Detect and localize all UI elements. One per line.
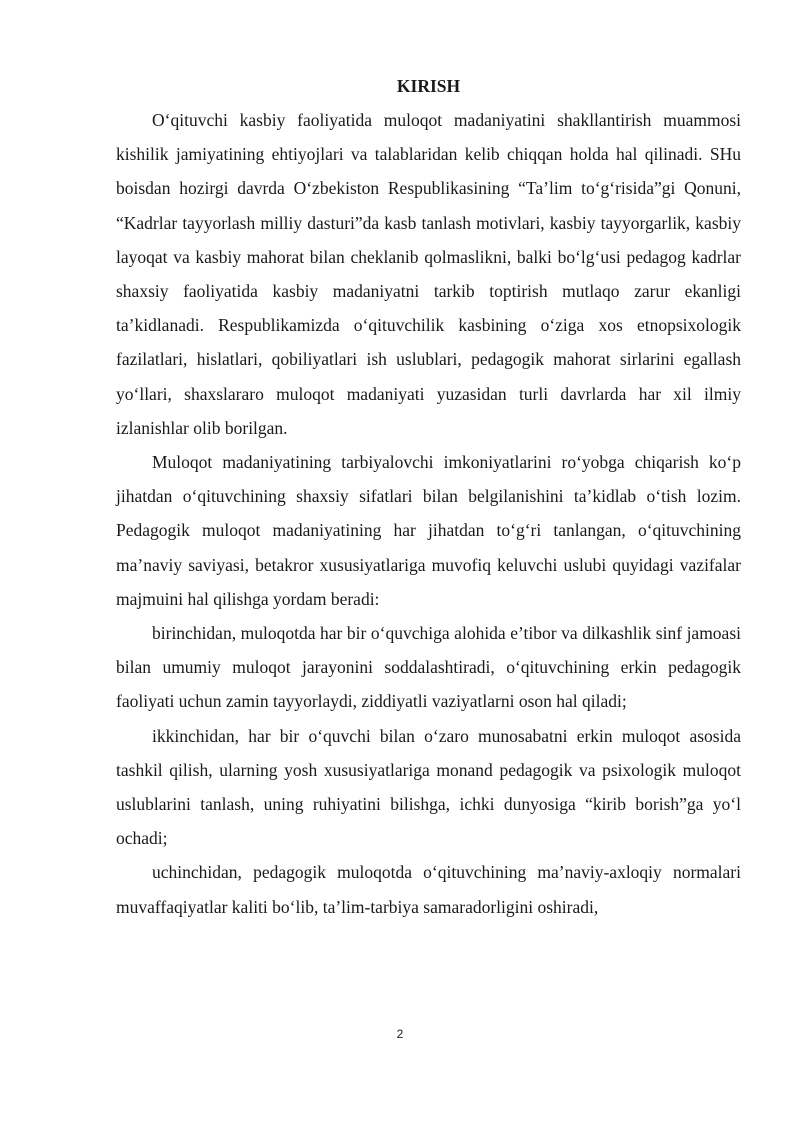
paragraph-tasks: Muloqot madaniyatining tarbiyalovchi imkoniyatlarini ro‘yobga chiqarish ko‘p jihatdan o‘qituvchining shaxsiy sifatlari bilan belgilanishini ta’kidlab o‘tish lozim. Pedagogik muloqot madaniyatining har jihatdan to‘g‘ri tanlangan, o‘qituvchining ma’naviy saviyasi, betakror xususiyatlariga muvofiq keluvchi uslubi quyidagi vazifalar majmuini hal qilishga yordam beradi: [116, 452, 741, 609]
paragraph-second: ikkinchidan, har bir o‘quvchi bilan o‘zaro munosabatni erkin muloqot asosida tashkil qilish, ularning yosh xususiyatlariga monand pedagogik va psixologik muloqot uslublarini tanlash, uning ruhiyatini bilishga, ichki dunyosiga “kirib borish”ga yo‘l ochadi; [116, 725, 741, 849]
page-title: KIRISH [396, 76, 461, 96]
paragraph-intro: O‘qituvchi kasbiy faoliyatida muloqot madaniyatini shakllantirish muammosi kishilik jamiyatining ehtiyojlari va talablaridan kelib chiqqan holda hal qilinadi. SHu boisdan hozirgi davrda O‘zbekiston Respublikasining “Ta’lim to‘g‘risida”gi Qonuni, “Kadrlar tayyorlash milliy dasturi”da kasb tanlash motivlari, kasbiy tayyorgarlik, kasbiy layoqat va kasbiy mahorat bilan cheklanib qolmaslikni, balki bo‘lg‘usi pedagog kadrlar shaxsiy faoliyatida kasbiy madaniyatni tarkib toptirish mutlaqo zarur ekanligi ta’kidlanadi. Respublikamizda o‘qituvchilik kasbining o‘ziga xos etnopsixologik fazilatlari, hislatlari, qobiliyatlari ish uslublari, pedagogik mahorat sirlarini egallash yo‘llari, shaxslararo muloqot madaniyati yuzasidan turli davrlarda har xil ilmiy izlanishlar olib borilgan. [116, 110, 741, 438]
document-body [116, 69, 741, 924]
paragraph-first: birinchidan, muloqotda har bir o‘quvchiga alohida e’tibor va dilkashlik sinf jamoasi bilan umumiy muloqot jarayonini soddalashtiradi, o‘qituvchining erkin pedagogik faoliyati uchun zamin tayyorlaydi, ziddiyatli vaziyatlarni oson hal qiladi; [116, 623, 741, 712]
paragraph-third: uchinchidan, pedagogik muloqotda o‘qituvchining ma’naviy-axloqiy normalari muvaffaqiyatlar kaliti bo‘lib, ta’lim-tarbiya samaradorligini oshiradi, [116, 862, 741, 917]
page-number: 2 [396, 1027, 404, 1041]
